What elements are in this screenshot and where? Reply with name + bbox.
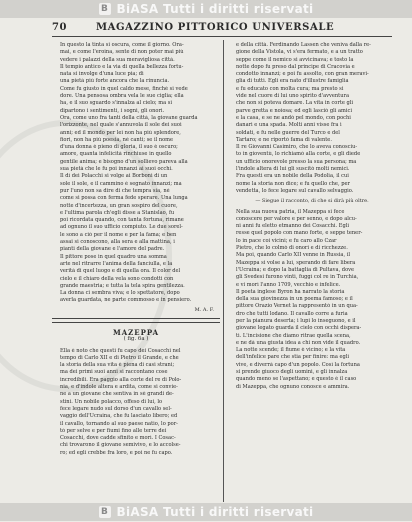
text-line: Fra questi era un nobile della Podolia, il cui — [236, 173, 349, 180]
text-line: to in gioventù, lo richiamò alla corte, e gli diede — [236, 151, 361, 158]
text-line: vaggio dell'Ucraina, che fu lasciato libero; ed — [60, 413, 178, 420]
left-paragraph-3 — [52, 173, 220, 253]
text-line: ro; ed egli crebbe fra loro, e poi ne fu capo. — [60, 449, 173, 456]
text-line: lo in pace coi vicini; e fu caro allo Czar — [236, 237, 337, 244]
text-line: stini. Un nobile polacco, offeso di lui, lo — [60, 398, 163, 405]
text-line: assai si conoscono, alla sera e alla mattina, i — [60, 239, 175, 246]
section-divider — [52, 318, 220, 323]
left-paragraph-1 — [52, 42, 220, 115]
dash-line: — Siegue il racconto, di che si dirà più oltre. — [255, 198, 369, 205]
text-line: dro che tutti lodano. Il cavallo corre a furia — [236, 310, 348, 317]
text-line: Il poeta inglese Byron ha narrato la storia — [236, 288, 345, 295]
text-line: la storia della sua vita è piena di casi strani; — [60, 362, 175, 369]
text-line: conoscere per valore e per senno, e dopo alcu- — [236, 215, 357, 222]
text-line: incredibili. Era paggio alla corte del re di Polo- — [60, 376, 182, 383]
left-column — [52, 42, 220, 457]
text-line: e fu educato con molta cura; ma presto si — [236, 85, 344, 92]
text-line: pianti della giovane e l'amore del padre. — [60, 246, 165, 253]
text-line: ha, e il suo sguardo s'innalza al cielo; ma si — [60, 100, 172, 107]
text-line: e ne dà una giusta idea a chi non vide il quadro. — [236, 339, 361, 346]
text-line: d'una donna è pieno di gloria, il suo è oscuro; — [60, 144, 178, 151]
text-line: nia, e d'indole altera e ardita, come si convie- — [60, 384, 178, 391]
text-line: e la casa, e se ne andò pel mondo, con pochi — [236, 114, 351, 121]
text-line: mai, e come l'eroina, sente di non poter mai più — [60, 49, 184, 56]
text-line: nata si involge d'una luce pia; di — [60, 71, 144, 78]
text-line: vide nel cuore di lui uno spirito d'avventura — [236, 93, 349, 100]
text-line: amore, quanta infelicità rinchiuse in quello — [60, 151, 172, 158]
text-line: grande maestria; e tutta la tela spira gentilezza. — [60, 282, 185, 289]
page-header — [52, 22, 392, 37]
text-line: gli Svedesi furono vinti, fuggì col re in Turchia, — [236, 274, 359, 281]
text-line: poi ricordata quando, con tanta fortuna, rimane — [60, 217, 184, 224]
text-line: Cosacchi, dove cadde sfinito e morì. I Cosac- — [60, 435, 176, 442]
text-line: resse quel popolo con mano forte, e seppe tener- — [236, 230, 363, 237]
text-line: dore. Una pensosa ombra vela le sue ciglia; ella — [60, 93, 184, 100]
text-line: Mazeppa si volse a lui, sperando di fare libera — [236, 259, 356, 266]
left-paragraph-4 — [52, 254, 220, 305]
text-line: pittore Orazio Vernet la rappresentò in un qua- — [236, 303, 358, 310]
watermark-text-top: BiASA Tutti i diritti riservati — [116, 2, 314, 16]
text-line: chi trovarono il giovane semivivo, e lo accolse- — [60, 442, 181, 449]
text-line: vedere i palazzi della sua meravigliosa città. — [60, 56, 175, 63]
text-line: come si possa con ferma fede sperare. Una lunga — [60, 195, 188, 202]
text-line: sua pietà che le fu poi innanzi ai suoi occhi. — [60, 166, 173, 173]
text-line: arte nel ritrarre l'anima della fanciulla, e la — [60, 260, 173, 267]
right-paragraph-4 — [228, 289, 396, 391]
text-line: ad ognuno il suo ufficio compiuto. Le due sorel- — [60, 224, 183, 231]
text-line: La donna ci sembra viva; e lo spettatore, dopo — [60, 290, 180, 297]
text-line: giovane legato guarda il cielo con occhi dispera- — [236, 325, 362, 332]
watermark-text-bottom: BiASA Tutti i diritti riservati — [116, 505, 314, 519]
text-line: ti. L'incisione che diamo ritrae quella scena, — [236, 332, 351, 339]
text-line: nome la storia non dice; e fu quello che, per — [236, 180, 350, 187]
text-line: Il pittore pose in quel quadro una somma — [60, 253, 167, 260]
article-signature: M. A. F. — [194, 306, 214, 313]
watermark-banner-top — [0, 0, 412, 18]
text-line: ni anni fu eletto etmanno dei Cosacchi. Egli — [236, 223, 350, 230]
text-line: l'orizzonte, nel quale s'annuvola il sole dei suoi — [60, 122, 182, 129]
text-line: gione della Vistola, vi s'era fermato, e a un tratto — [236, 49, 363, 56]
text-line: che non si poteva domare. La vita in corte gli — [236, 100, 354, 107]
text-line: l'indole altera di lui gli suscitò molti nemici. — [236, 166, 350, 173]
text-line: tempo di Carlo XII e di Pietro il Grande, e che — [60, 354, 179, 361]
watermark-banner-bottom — [0, 503, 412, 521]
text-line: Nella sua nuova patria, il Mazeppa si fece — [236, 208, 345, 215]
text-line: verità di quel luogo e di quella ora. Il color del — [60, 268, 181, 275]
text-line: Il re Giovanni Casimiro, che lo aveva conosciu- — [236, 144, 358, 151]
text-line: gentile anima; e bisogno d'un sollievo pareva alla — [60, 158, 188, 165]
text-line: Ma poi, quando Carlo XII venne in Russia, il — [236, 252, 350, 259]
text-line: fece legare nudo sul dorso d'un cavallo sel- — [60, 405, 172, 412]
biasa-logo-icon: B — [99, 506, 111, 518]
text-line: e l'ultima parola ch'egli disse a Stanislao, fu — [60, 209, 175, 216]
text-line: ne a un giovane che sentiva in sè grandi de- — [60, 391, 174, 398]
text-line: seppe come il nemico si avvicinava; e tosto la — [236, 56, 354, 63]
text-line: una pietà più forte ancora che la rinuncia. — [60, 78, 170, 85]
running-title: MAGAZZINO PITTORICO UNIVERSALE — [96, 22, 335, 33]
right-column — [228, 42, 396, 391]
text-line: In questo la tinta si oscura, come il giorno. Ora- — [60, 42, 184, 48]
text-line: tò per selve e per fiumi fino alle terre dei — [60, 427, 167, 434]
text-line: anni; ed il mondo per lei non ha più splendore, — [60, 129, 181, 136]
text-line: La notte scende; il fiume è vicino; e la vita — [236, 347, 346, 354]
section-title: MAZEPPA — [112, 327, 160, 337]
text-line: dell'infelice pare che stia per finire: ma egli — [236, 354, 350, 361]
text-line: Tartaro; e ne riportò fama di valente. — [236, 136, 332, 143]
text-line: Ella è noto che questi fu capo dei Cosacchi nel — [60, 347, 181, 354]
text-line: per la pianura deserta; i lupi lo inseguono, e il — [236, 317, 356, 324]
text-line: condotto innanzi; e poi fu assolto, con gran meravi- — [236, 71, 369, 78]
text-line: quando meno se l'aspettano; e questo è il caso — [236, 376, 357, 383]
text-line: Il tempio antico e la via di quella bellezza fortu- — [60, 63, 184, 70]
text-line: notte dopo fu preso dal principe di Cracovia e — [236, 63, 355, 70]
text-line: fiori, non ha più poesia, nè canti; se il nome — [60, 136, 174, 143]
right-paragraph-3 — [228, 209, 396, 289]
text-line: di Mazeppa, che ognuno conosce e ammira. — [236, 383, 350, 390]
text-line: sole il sole, e il cammino è segnato innanzi; ma — [60, 180, 182, 187]
text-line: della sua giovinezza in un poema famoso; e il — [236, 296, 353, 303]
text-line: e vi morì l'anno 1709, vecchio e infelice. — [236, 281, 341, 288]
text-line: vendetta, lo fece legare sul cavallo selvaggio. — [236, 187, 354, 194]
page-number: 70 — [52, 22, 68, 33]
text-line: parve gretta e noiosa; ed egli lasciò gli amici — [236, 107, 352, 114]
text-line: Come fu giusto in quel caldo mese, finchè si vede — [60, 85, 188, 92]
text-line: Il dì dei Polacchi si volge ai Borboni di un — [60, 173, 168, 180]
text-line: ma dei primi suoi anni si raccontano cose — [60, 369, 168, 376]
figure-label: ( fig. 6a ) — [123, 336, 149, 343]
right-paragraph-1 — [228, 42, 396, 144]
text-line: e della città. Ferdinando Lassen che veniva dalla re- — [236, 42, 371, 48]
text-line: un ufficio onorevole presso la sua persona; ma — [236, 158, 357, 165]
text-line: pur l'uno non sa dire di che tempra sia, né — [60, 187, 170, 194]
text-line: cielo e il chiaro della vela sono condotti con — [60, 275, 174, 282]
text-line: glia di tutti. Egli era nato d'illustre famiglia — [236, 78, 349, 85]
text-line: averla guardata, ne parte commosso e in pensiero. — [60, 297, 192, 304]
text-line: Ora, come uno fra tanti della città, la giovane guarda — [60, 114, 198, 121]
text-line: soldati, e fu nelle guerre del Turco e del — [236, 129, 340, 136]
biasa-logo-icon: B — [99, 3, 111, 15]
left-paragraph-2 — [52, 115, 220, 173]
document-page — [52, 20, 408, 502]
text-line: le sono a ciò per il nome e per la fama; e ben — [60, 231, 177, 238]
text-line: danari e una spada. Molti anni visse fra i — [236, 122, 342, 129]
text-line: Pietro, che lo colmò di onori e di ricchezze. — [236, 245, 348, 252]
text-line: il cavallo, tornando al suo paese natio, lo por- — [60, 420, 178, 427]
right-paragraph-2 — [228, 144, 396, 195]
text-line: si prende giuoco degli uomini, e gli innalza — [236, 369, 348, 376]
text-line: l'Ucraina; e dopo la battaglia di Pultava, dove — [236, 266, 355, 273]
text-line: notte d'incertezza, un gran sospiro del cuore, — [60, 202, 178, 209]
text-line: dipartono i sentimenti, i sogni, gli onori. — [60, 107, 165, 114]
text-line: vive, e diverrà capo d'un popolo. Così la fortuna — [236, 361, 360, 368]
column-divider — [223, 40, 224, 502]
left-paragraph-5 — [52, 348, 220, 457]
